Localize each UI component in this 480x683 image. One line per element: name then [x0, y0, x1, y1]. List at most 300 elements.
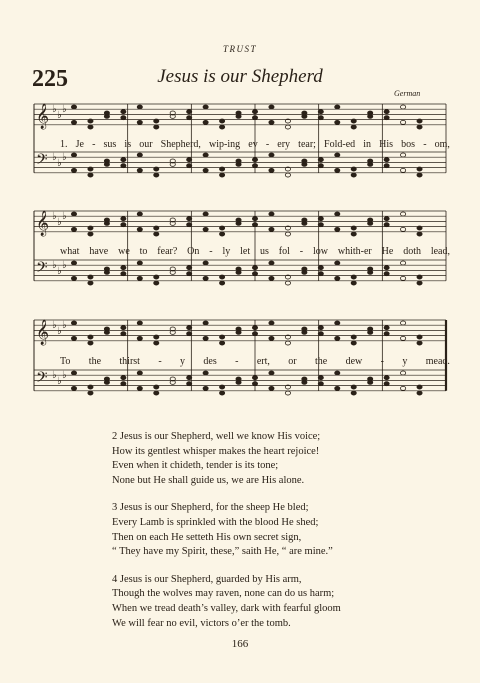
note-head — [400, 120, 405, 124]
note-head — [384, 326, 389, 330]
note-head — [252, 164, 257, 168]
note-head — [285, 341, 290, 345]
note-head — [269, 336, 274, 340]
note-head — [269, 371, 274, 375]
lyric-syllable: ert, — [256, 356, 270, 367]
note-head — [203, 386, 208, 390]
note-head — [368, 218, 373, 222]
flat-icon: ♭ — [52, 260, 57, 271]
note-head — [203, 105, 208, 109]
note-head — [384, 164, 389, 168]
note-head — [187, 326, 192, 330]
note-head — [187, 217, 192, 221]
note-head — [104, 327, 109, 331]
note-head — [187, 332, 192, 336]
note-head — [137, 321, 142, 325]
note-head — [269, 386, 274, 390]
note-head — [400, 276, 405, 280]
note-head — [335, 120, 340, 124]
verse-line: 2 Jesus is our Shepherd, well we know His voice; — [112, 431, 321, 442]
note-head — [351, 226, 356, 230]
note-head — [71, 336, 76, 340]
note-head — [384, 376, 389, 380]
note-head — [154, 335, 159, 339]
note-head — [252, 158, 257, 162]
note-head — [351, 167, 356, 171]
note-head — [318, 164, 323, 168]
lyric-line-3 — [60, 356, 450, 367]
note-head — [368, 327, 373, 331]
note-head — [219, 275, 224, 279]
verse-line: 4 Jesus is our Shepherd, guarded by His arm, — [112, 573, 302, 585]
bass-clef-icon: 𝄢 — [36, 369, 48, 390]
note-head — [203, 336, 208, 340]
note-head — [187, 266, 192, 270]
note-head — [252, 217, 257, 221]
note-head — [137, 227, 142, 231]
note-head — [335, 153, 340, 157]
note-head — [285, 391, 290, 395]
note-head — [71, 153, 76, 157]
section-heading: TRUST — [222, 44, 257, 54]
lyric-line-2 — [60, 246, 450, 257]
note-head — [400, 371, 405, 375]
note-head — [417, 167, 422, 171]
note-head — [252, 326, 257, 330]
note-head — [137, 371, 142, 375]
lyric-syllable: the — [315, 356, 328, 367]
lyric-syllable: y — [402, 356, 408, 367]
note-head — [384, 223, 389, 227]
lyric-syllable: let — [240, 246, 251, 257]
note-head — [318, 217, 323, 221]
note-head — [121, 382, 126, 386]
note-head — [88, 341, 93, 345]
note-head — [88, 391, 93, 395]
note-head — [219, 335, 224, 339]
lyric-syllable: tear; — [298, 139, 316, 150]
note-head — [219, 125, 224, 129]
note-head — [88, 385, 93, 389]
note-head — [88, 125, 93, 129]
lyric-syllable: lead, — [430, 246, 450, 257]
note-head — [219, 226, 224, 230]
lyric-syllable: His — [379, 139, 394, 150]
note-head — [417, 275, 422, 279]
lyric-syllable: ery — [277, 139, 291, 150]
note-head — [318, 110, 323, 114]
note-head — [137, 336, 142, 340]
lyric-syllable: or — [288, 356, 297, 367]
note-head — [154, 275, 159, 279]
bass-clef-icon: 𝄢 — [36, 259, 48, 280]
note-head — [417, 173, 422, 177]
note-head — [335, 336, 340, 340]
note-head — [219, 167, 224, 171]
note-head — [236, 267, 241, 271]
verse-line: Every Lamb is sprinkled with the blood He shed; — [112, 516, 319, 528]
lyric-syllable: in — [363, 139, 372, 150]
note-head — [187, 272, 192, 276]
note-head — [351, 385, 356, 389]
note-head — [368, 111, 373, 115]
note-head — [335, 371, 340, 375]
lyric-syllable: wip-ing — [209, 139, 241, 150]
note-head — [121, 376, 126, 380]
note-head — [400, 321, 405, 325]
lyric-syllable: thirst — [119, 356, 140, 367]
note-head — [203, 321, 208, 325]
note-head — [71, 105, 76, 109]
note-head — [104, 111, 109, 115]
treble-clef-icon: 𝄞 — [36, 211, 50, 236]
note-head — [302, 159, 307, 163]
flat-icon: ♭ — [57, 376, 62, 387]
note-head — [269, 227, 274, 231]
note-head — [318, 266, 323, 270]
note-head — [335, 212, 340, 216]
note-head — [335, 261, 340, 265]
lyric-syllable: om, — [434, 139, 450, 150]
note-head — [417, 232, 422, 236]
flat-icon: ♭ — [62, 211, 67, 222]
lyric-syllable: to — [139, 246, 148, 257]
page-number: 166 — [231, 638, 249, 650]
note-head — [203, 276, 208, 280]
note-head — [104, 377, 109, 381]
lyric-syllable: fol — [278, 246, 290, 257]
note-head — [88, 232, 93, 236]
note-head — [351, 173, 356, 177]
note-head — [121, 164, 126, 168]
note-head — [335, 227, 340, 231]
note-head — [88, 275, 93, 279]
verse-line: We will fear no evil, victors o’er the tomb. — [112, 617, 291, 629]
note-head — [121, 266, 126, 270]
flat-icon: ♭ — [52, 370, 57, 381]
note-head — [88, 335, 93, 339]
flat-icon: ♭ — [57, 266, 62, 277]
note-head — [252, 382, 257, 386]
note-head — [121, 110, 126, 114]
lyric-syllable: - — [380, 356, 384, 367]
note-head — [252, 116, 257, 120]
lyric-syllable: On — [187, 246, 200, 257]
note-head — [137, 212, 142, 216]
note-head — [335, 168, 340, 172]
lyric-syllable: - — [265, 139, 270, 150]
note-head — [88, 119, 93, 123]
note-head — [187, 116, 192, 120]
note-head — [187, 376, 192, 380]
note-head — [368, 159, 373, 163]
note-head — [187, 223, 192, 227]
note-head — [252, 223, 257, 227]
note-head — [203, 120, 208, 124]
lyric-syllable: doth — [403, 246, 421, 257]
note-head — [417, 335, 422, 339]
note-head — [384, 116, 389, 120]
note-head — [269, 321, 274, 325]
note-head — [203, 153, 208, 157]
hymn-number: 225 — [32, 66, 68, 92]
flat-icon: ♭ — [62, 260, 67, 271]
lyric-syllable: our — [139, 139, 153, 150]
lyric-syllable: is — [124, 139, 132, 150]
note-head — [302, 327, 307, 331]
note-head — [318, 223, 323, 227]
note-head — [71, 212, 76, 216]
note-head — [269, 168, 274, 172]
note-head — [187, 110, 192, 114]
verse-line: “ They have my Spirit, these,” saith He, “ are mine.” — [112, 546, 333, 558]
note-head — [219, 385, 224, 389]
note-head — [71, 321, 76, 325]
verse-line: Then on each He setteth His own secret sign, — [112, 531, 302, 543]
lyric-syllable: Shepherd, — [160, 139, 201, 150]
note-head — [269, 276, 274, 280]
note-head — [400, 168, 405, 172]
note-head — [236, 159, 241, 163]
note-head — [71, 276, 76, 280]
verse-line: When we tread death’s valley, dark with fearful gloom — [112, 602, 341, 614]
note-head — [417, 281, 422, 285]
note-head — [302, 111, 307, 115]
note-head — [384, 382, 389, 386]
bass-clef-icon: 𝄢 — [36, 151, 48, 172]
verse-line: How its gentlest whisper makes the heart rejoice! — [112, 445, 320, 457]
note-head — [335, 105, 340, 109]
lyric-syllable: dew — [345, 356, 363, 367]
note-head — [269, 120, 274, 124]
hymn-title: Jesus is our Shepherd — [157, 66, 323, 87]
flat-icon: ♭ — [52, 211, 57, 222]
note-head — [219, 281, 224, 285]
flat-icon: ♭ — [62, 152, 67, 163]
verse-line: Though the wolves may raven, none can do us harm; — [112, 588, 335, 600]
verse-line: 3 Jesus is our Shepherd, for the sheep He bled; — [112, 502, 309, 514]
note-head — [302, 218, 307, 222]
note-head — [203, 371, 208, 375]
note-head — [71, 371, 76, 375]
note-head — [154, 125, 159, 129]
lyric-syllable: whith-er — [337, 246, 372, 257]
note-head — [384, 110, 389, 114]
verse-line: None but He shall guide us, we are His alone. — [112, 474, 305, 486]
lyric-syllable: mead. — [425, 356, 450, 367]
note-head — [219, 232, 224, 236]
note-head — [154, 385, 159, 389]
lyric-syllable: To — [60, 356, 71, 367]
flat-icon: ♭ — [62, 320, 67, 331]
note-head — [417, 119, 422, 123]
note-head — [203, 261, 208, 265]
note-head — [351, 125, 356, 129]
lyric-syllable: - — [423, 139, 427, 150]
treble-clef-icon: 𝄞 — [36, 104, 50, 129]
note-head — [219, 119, 224, 123]
note-head — [88, 167, 93, 171]
note-head — [400, 336, 405, 340]
note-head — [203, 168, 208, 172]
note-head — [137, 168, 142, 172]
note-head — [368, 377, 373, 381]
lyric-syllable: ly — [222, 246, 231, 257]
lyric-syllable: we — [118, 246, 130, 257]
flat-icon: ♭ — [52, 152, 57, 163]
note-head — [104, 159, 109, 163]
note-head — [285, 173, 290, 177]
note-head — [285, 125, 290, 129]
note-head — [121, 326, 126, 330]
note-head — [154, 391, 159, 395]
note-head — [88, 173, 93, 177]
note-head — [154, 167, 159, 171]
note-head — [71, 227, 76, 231]
note-head — [121, 223, 126, 227]
note-head — [104, 267, 109, 271]
note-head — [269, 261, 274, 265]
note-head — [384, 272, 389, 276]
note-head — [400, 227, 405, 231]
lyric-syllable: He — [381, 246, 394, 257]
verse-line: Even when it chideth, tender is its tone; — [112, 460, 279, 472]
note-head — [302, 377, 307, 381]
note-head — [252, 110, 257, 114]
note-head — [400, 212, 405, 216]
note-head — [71, 386, 76, 390]
note-head — [137, 120, 142, 124]
flat-icon: ♭ — [57, 217, 62, 228]
lyric-syllable: ev — [248, 139, 258, 150]
note-head — [71, 168, 76, 172]
note-head — [252, 266, 257, 270]
note-head — [121, 332, 126, 336]
flat-icon: ♭ — [57, 326, 62, 337]
note-head — [351, 281, 356, 285]
note-head — [351, 391, 356, 395]
note-head — [351, 341, 356, 345]
flat-icon: ♭ — [57, 158, 62, 169]
lyric-syllable: Fold-ed — [324, 139, 356, 150]
note-head — [252, 332, 257, 336]
note-head — [236, 327, 241, 331]
note-head — [252, 376, 257, 380]
lyric-syllable: - — [235, 356, 239, 367]
note-head — [154, 173, 159, 177]
note-head — [285, 232, 290, 236]
note-head — [121, 272, 126, 276]
note-head — [351, 275, 356, 279]
note-head — [368, 267, 373, 271]
note-head — [252, 272, 257, 276]
lyric-syllable: what — [60, 246, 80, 257]
note-head — [400, 153, 405, 157]
note-head — [137, 386, 142, 390]
composer-credit: German — [394, 89, 421, 98]
note-head — [187, 158, 192, 162]
lyric-syllable: des — [203, 356, 217, 367]
lyric-syllable: - — [92, 139, 96, 150]
lyric-syllable: y — [180, 356, 186, 367]
note-head — [302, 267, 307, 271]
note-head — [71, 120, 76, 124]
note-head — [154, 232, 159, 236]
note-head — [417, 385, 422, 389]
note-head — [121, 217, 126, 221]
note-head — [318, 116, 323, 120]
note-head — [351, 119, 356, 123]
note-head — [154, 281, 159, 285]
note-head — [121, 158, 126, 162]
note-head — [417, 391, 422, 395]
note-head — [137, 153, 142, 157]
note-head — [187, 382, 192, 386]
note-head — [318, 158, 323, 162]
lyric-syllable: Je — [75, 139, 84, 150]
note-head — [318, 272, 323, 276]
note-head — [384, 217, 389, 221]
lyric-syllable: low — [313, 246, 328, 257]
note-head — [318, 332, 323, 336]
note-head — [351, 232, 356, 236]
flat-icon: ♭ — [57, 110, 62, 121]
note-head — [203, 212, 208, 216]
flat-icon: ♭ — [52, 104, 57, 115]
note-head — [285, 281, 290, 285]
note-head — [219, 173, 224, 177]
flat-icon: ♭ — [62, 104, 67, 115]
note-head — [104, 218, 109, 222]
note-head — [384, 332, 389, 336]
lyric-syllable: bos — [401, 139, 416, 150]
note-head — [417, 226, 422, 230]
note-head — [219, 391, 224, 395]
flat-icon: ♭ — [52, 320, 57, 331]
lyric-syllable: sus — [103, 139, 117, 150]
note-head — [71, 261, 76, 265]
note-head — [400, 386, 405, 390]
note-head — [121, 116, 126, 120]
verse-3 — [112, 501, 341, 559]
note-head — [154, 226, 159, 230]
note-head — [269, 212, 274, 216]
note-head — [417, 341, 422, 345]
lyric-syllable: - — [299, 246, 304, 257]
note-head — [318, 376, 323, 380]
lyric-syllable: us — [260, 246, 269, 257]
lyric-syllable: have — [89, 246, 109, 257]
lyric-syllable: - — [209, 246, 213, 257]
verses-block — [112, 430, 341, 644]
note-head — [203, 227, 208, 231]
lyric-syllable: the — [88, 356, 102, 367]
note-head — [236, 218, 241, 222]
note-head — [351, 335, 356, 339]
note-head — [269, 105, 274, 109]
note-head — [335, 321, 340, 325]
lyric-line-1 — [60, 139, 450, 150]
note-head — [187, 164, 192, 168]
note-head — [88, 226, 93, 230]
note-head — [137, 276, 142, 280]
note-head — [384, 266, 389, 270]
note-head — [219, 341, 224, 345]
note-head — [318, 382, 323, 386]
flat-icon: ♭ — [62, 370, 67, 381]
treble-clef-icon: 𝄞 — [36, 320, 50, 345]
note-head — [137, 105, 142, 109]
